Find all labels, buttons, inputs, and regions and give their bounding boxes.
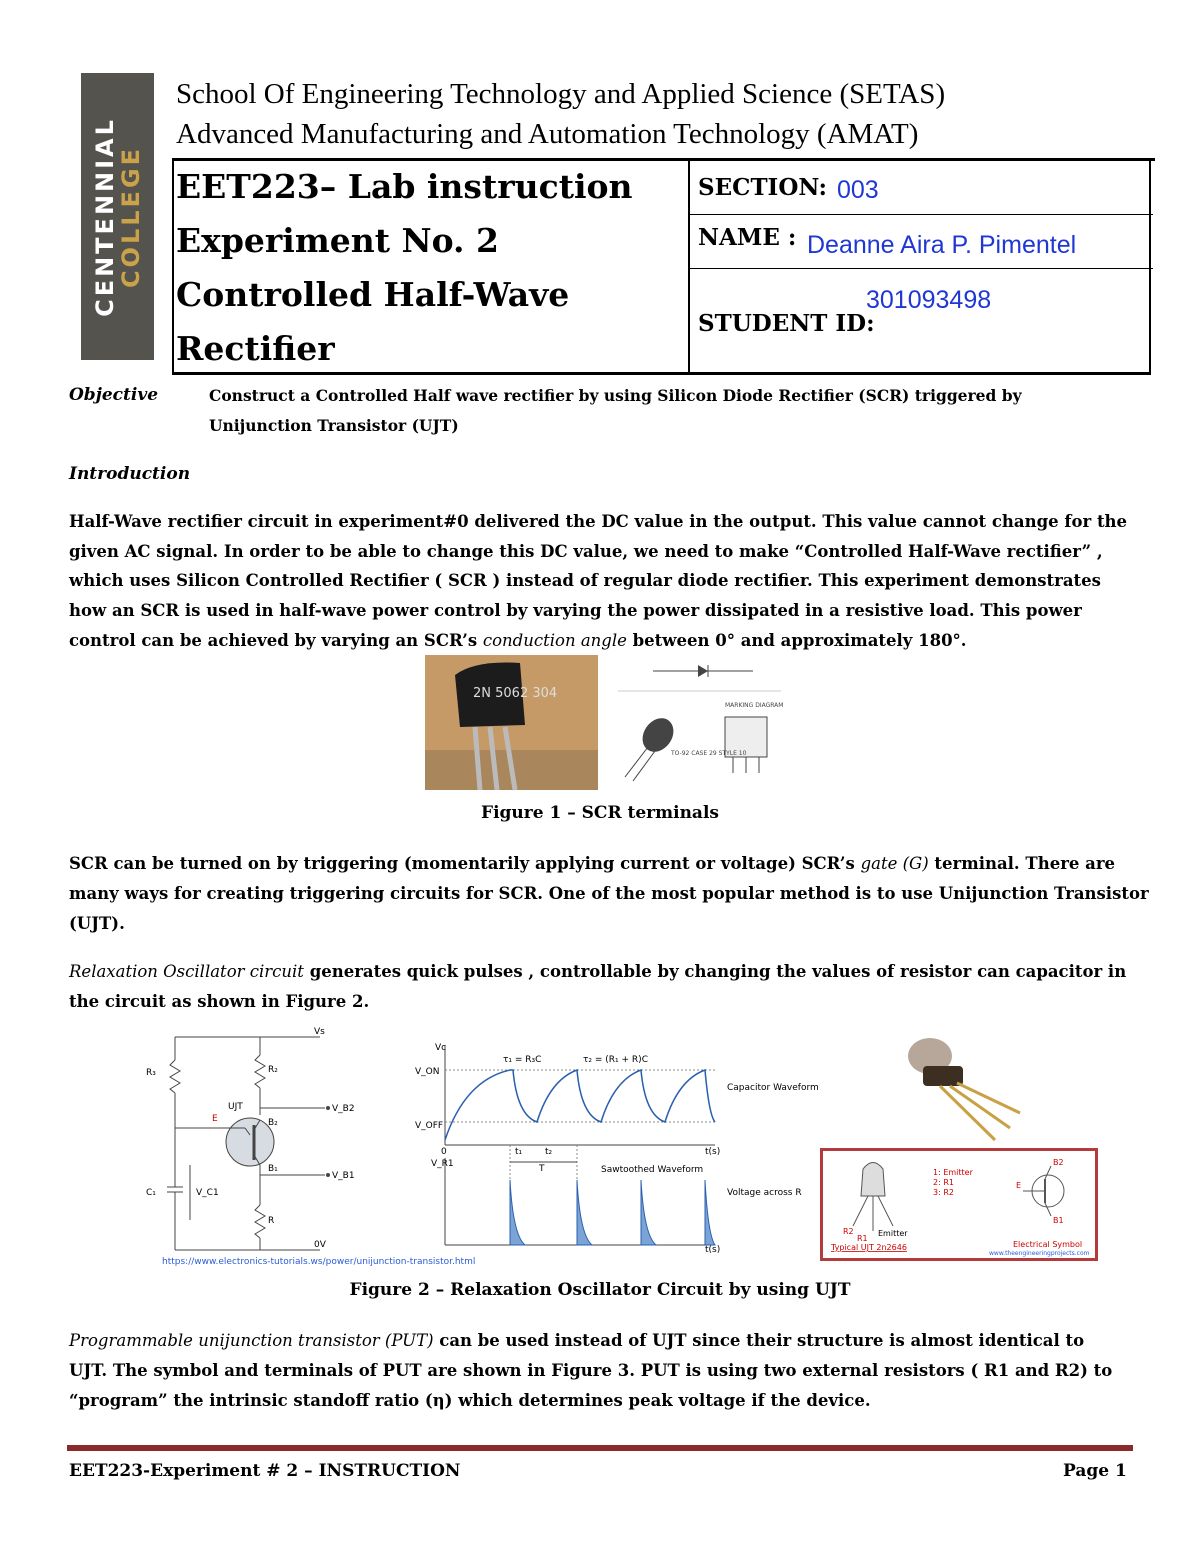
- intro-line-4: how an SCR is used in half-wave power control by varying the power dissipated in a resistive load. This power: [69, 601, 1082, 620]
- program-title: Advanced Manufacturing and Automation Technology (AMAT): [176, 118, 919, 150]
- typical-ujt-label: Typical UJT 2n2646: [831, 1243, 907, 1252]
- ujt-r2-pin: R2: [843, 1227, 854, 1236]
- figure-2-caption: Figure 2 – Relaxation Oscillator Circuit by using UJT: [349, 1280, 851, 1300]
- put-line-2: UJT. The symbol and terminals of PUT are shown in Figure 3. PUT is using two external resistors ( R1 and R2) to: [69, 1361, 1113, 1380]
- vb2-label: V_B2: [332, 1104, 355, 1114]
- footer-rule: [67, 1445, 1133, 1451]
- intro-line-5a: control can be achieved by varying an SCR’s: [69, 631, 483, 650]
- ujt-source-site: www.theengineeringprojects.com: [989, 1250, 1090, 1257]
- tau1-label: τ₁ = R₃C: [503, 1055, 542, 1065]
- scr-line-1: [69, 849, 1115, 879]
- legend-r1: 2: R1: [933, 1178, 954, 1187]
- legend-emitter: 1: Emitter: [933, 1168, 973, 1177]
- lab-title-line-3: Controlled Half-Wave: [176, 275, 570, 314]
- symbol-b2: B2: [1053, 1158, 1064, 1167]
- put-line-3: “program” the intrinsic standoff ratio (η) which determines peak voltage if the device.: [69, 1391, 871, 1410]
- intro-line-1: Half-Wave rectifier circuit in experiment#0 delivered the DC value in the output. This value cannot change for the: [69, 512, 1128, 531]
- logo-line-college: COLLEGE: [116, 145, 145, 288]
- tau2-label: τ₂ = (R₁ + R)C: [583, 1055, 648, 1065]
- ujt-label: UJT: [228, 1102, 243, 1112]
- symbol-e: E: [1016, 1181, 1022, 1190]
- emitter-label: E: [212, 1114, 218, 1124]
- lab-title-line-2: Experiment No. 2: [176, 221, 499, 260]
- section-field[interactable]: 003: [837, 176, 879, 204]
- row-rule-1: [690, 214, 1153, 215]
- b2-label: B₂: [268, 1118, 278, 1128]
- relax-line-1: [69, 957, 1126, 987]
- objective-text-1: Construct a Controlled Half wave rectifier by using Silicon Diode Rectifier (SCR) triggered by: [209, 386, 1022, 405]
- b1-label: B₁: [268, 1164, 278, 1174]
- vs-label: Vs: [314, 1027, 325, 1037]
- lab-title-line-4: Rectifier: [176, 329, 335, 368]
- section-label: SECTION:: [698, 174, 828, 201]
- lab-title-line-1: EET223– Lab instruction: [176, 167, 633, 206]
- scr-marking: 2N 5062 304: [473, 686, 558, 701]
- vr-label: V_R1: [431, 1159, 454, 1169]
- gate-term: gate (G): [860, 854, 929, 873]
- ujt-info-box: [820, 1148, 1098, 1261]
- von-label: V_ON: [415, 1067, 440, 1077]
- r2-label: R₂: [268, 1065, 278, 1075]
- r-label: R: [268, 1216, 275, 1226]
- vc1-label: V_C1: [196, 1188, 219, 1198]
- scr-photo: [425, 655, 598, 790]
- college-logo: [81, 73, 154, 360]
- vc-label: Vc: [435, 1043, 447, 1053]
- t2-label: t₂: [545, 1147, 553, 1157]
- objective-label: Objective: [69, 385, 159, 405]
- student-id-field[interactable]: 301093498: [866, 286, 992, 314]
- electrical-symbol-label: Electrical Symbol: [1013, 1240, 1083, 1249]
- put-term: Programmable unijunction transistor (PUT): [69, 1331, 434, 1350]
- school-title: School Of Engineering Technology and Applied Science (SETAS): [176, 78, 946, 110]
- source-link[interactable]: https://www.electronics-tutorials.ws/power/unijunction-transistor.html: [162, 1257, 476, 1267]
- voff-label: V_OFF: [415, 1121, 444, 1131]
- waveform-diagram: [405, 1040, 819, 1255]
- name-label: NAME :: [698, 224, 797, 251]
- voltage-across-r-label: Voltage across R: [727, 1188, 802, 1198]
- intro-line-2: given AC signal. In order to be able to change this DC value, we need to make “Controlled Half-Wave rectifier” ,: [69, 542, 1103, 561]
- scr-line-1c: terminal. There are: [928, 854, 1116, 873]
- ujt-photo: [895, 1028, 1025, 1146]
- legend-r2: 3: R2: [933, 1188, 954, 1197]
- scr-line-2: many ways for creating triggering circuits for SCR. One of the most popular method is to use Unijunction Transistor: [69, 884, 1149, 903]
- symbol-b1: B1: [1053, 1216, 1064, 1225]
- scr-photo-drawing: [425, 655, 598, 790]
- vb1-label: V_B1: [332, 1171, 355, 1181]
- put-line-1b: can be used instead of UJT since their structure is almost identical to: [433, 1331, 1085, 1350]
- marking-diagram-label: MARKING DIAGRAM: [725, 702, 784, 709]
- case-style-label: TO-92 CASE 29 STYLE 10: [671, 750, 747, 757]
- relaxation-oscillator-term: Relaxation Oscillator circuit: [69, 962, 304, 981]
- conduction-angle-term: conduction angle: [482, 631, 627, 650]
- scr-line-1a: SCR can be turned on by triggering (momentarily applying current or voltage) SCR’s: [69, 854, 861, 873]
- scr-line-3: (UJT).: [69, 914, 125, 933]
- time-axis-label-top: t(s): [705, 1147, 721, 1157]
- intro-line-5: [69, 626, 967, 656]
- period-label: T: [539, 1164, 545, 1174]
- intro-line-5c: between 0° and approximately 180°.: [626, 631, 967, 650]
- zero-volt-label: 0V: [314, 1240, 326, 1250]
- page-number: Page 1: [1063, 1461, 1127, 1481]
- time-axis-label-bottom: t(s): [705, 1245, 721, 1255]
- origin-label: 0: [441, 1147, 447, 1157]
- ujt-emitter-pin: Emitter: [878, 1229, 908, 1238]
- footer-doc-label: EET223-Experiment # 2 – INSTRUCTION: [69, 1461, 461, 1481]
- ujt-circuit-diagram: [140, 1025, 365, 1260]
- t1-label: t₁: [515, 1147, 523, 1157]
- scr-package-diagram: [613, 655, 783, 785]
- row-rule-2: [690, 268, 1153, 269]
- introduction-heading: Introduction: [69, 464, 191, 484]
- relax-line-1b: generates quick pulses , controllable by changing the values of resistor can capacitor in: [303, 962, 1127, 981]
- intro-line-3: which uses Silicon Controlled Rectifier ( SCR ) instead of regular diode rectifier. This experiment demonstrates: [69, 571, 1101, 590]
- student-id-label: STUDENT ID:: [698, 310, 875, 337]
- relax-line-2: the circuit as shown in Figure 2.: [69, 992, 370, 1011]
- title-box-divider: [688, 161, 690, 372]
- put-line-1: [69, 1326, 1084, 1356]
- ujt-r1-pin: R1: [857, 1234, 868, 1243]
- name-field[interactable]: Deanne Aira P. Pimentel: [807, 231, 1077, 259]
- capacitor-waveform-label: Capacitor Waveform: [727, 1083, 819, 1093]
- figure-1-caption: Figure 1 – SCR terminals: [481, 803, 719, 823]
- logo-line-centennial: CENTENNIAL: [90, 116, 119, 317]
- objective-text-2: Unijunction Transistor (UJT): [209, 416, 459, 435]
- c1-label: C₁: [146, 1188, 156, 1198]
- sawtooth-label: Sawtoothed Waveform: [601, 1165, 704, 1175]
- r3-label: R₃: [146, 1068, 156, 1078]
